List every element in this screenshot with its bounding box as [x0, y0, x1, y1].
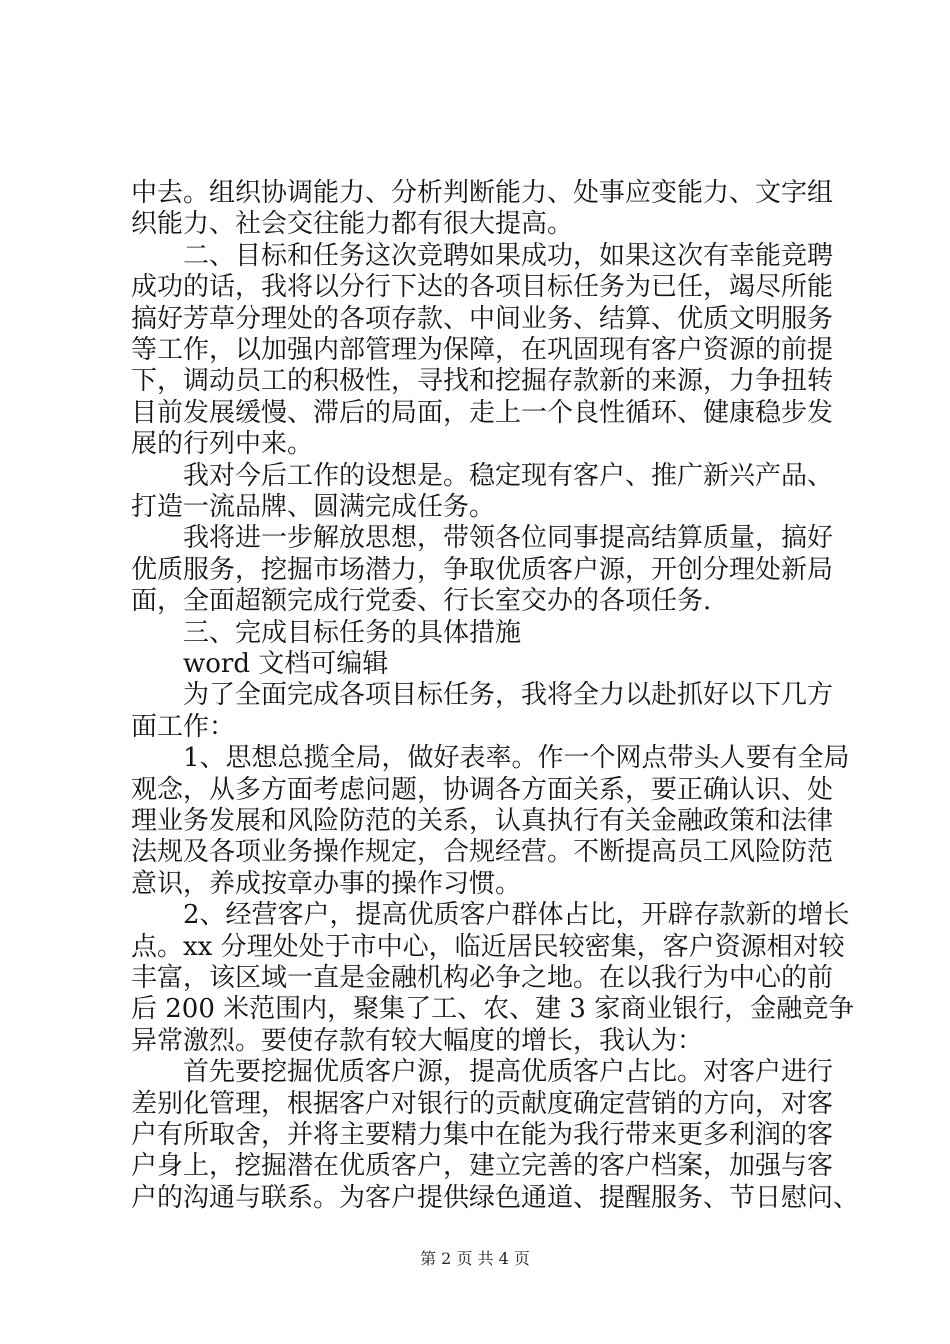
text-line: 意识，养成按章办事的操作习惯。 [131, 868, 522, 899]
text-line: 优质服务，挖掘市场潜力，争取优质客户源，开创分理处新局 [131, 554, 834, 585]
text-line: 打造一流品牌、圆满完成任务。 [131, 492, 496, 522]
text-line: 我对今后工作的设想是。稳定现有客户、推广新兴产品、 [131, 460, 834, 491]
section-heading: 三、完成目标任务的具体措施 [131, 617, 522, 648]
text-line: 观念，从多方面考虑问题，协调各方面关系，要正确认识、处 [131, 774, 834, 805]
text-line: 中去。组织协调能力、分析判断能力、处事应变能力、文字组 [131, 178, 834, 208]
text-line: 法规及各项业务操作规定，合规经营。不断提高员工风险防范 [131, 837, 834, 868]
text-line: 1、思想总揽全局，做好表率。作一个网点带头人要有全局 [131, 743, 850, 774]
text-line: 后 200 米范围内，聚集了工、农、建 3 家商业银行，金融竞争 [131, 994, 855, 1025]
text-line: 面，全面超额完成行党委、行长室交办的各项任务. [131, 586, 712, 617]
text-line: 首先要挖掘优质客户源，提高优质客户占比。对客户进行 [131, 1057, 834, 1088]
text-line: 下，调动员工的积极性，寻找和挖掘存款新的来源，力争扭转 [131, 366, 834, 397]
page-footer: 第 2 页 共 4 页 [420, 1249, 530, 1268]
text-line: 点。xx 分理处处于市中心，临近居民较密集，客户资源相对较 [131, 931, 845, 962]
text-line: 成功的话，我将以分行下达的各项目标任务为已任，竭尽所能 [131, 272, 834, 303]
text-line: 等工作，以加强内部管理为保障，在巩固现有客户资源的前提 [131, 335, 834, 365]
text-line: 2、经营客户，提高优质客户群体占比，开辟存款新的增长 [131, 900, 850, 931]
text-line: 户身上，挖掘潜在优质客户，建立完善的客户档案，加强与客 [131, 1151, 834, 1182]
text-line: 丰富，该区域一直是金融机构必争之地。在以我行为中心的前 [131, 963, 834, 993]
text-line: 户的沟通与联系。为客户提供绿色通道、提醒服务、节日慰问、 [131, 1182, 860, 1213]
text-line: 理业务发展和风险防范的关系，认真执行有关金融政策和法律 [131, 806, 834, 836]
text-line: word 文档可编辑 [131, 649, 389, 679]
text-line: 户有所取舍，并将主要精力集中在能为我行带来更多利润的客 [131, 1120, 834, 1150]
text-line: 面工作： [131, 711, 236, 742]
text-line: 搞好芳草分理处的各项存款、中间业务、结算、优质文明服务 [131, 303, 834, 334]
text-line: 为了全面完成各项目标任务，我将全力以赴抓好以下几方 [131, 680, 834, 711]
text-line: 目前发展缓慢、滞后的局面，走上一个良性循环、健康稳步发 [131, 397, 834, 428]
text-line: 织能力、社会交往能力都有很大提高。 [131, 209, 574, 240]
text-line: 我将进一步解放思想，带领各位同事提高结算质量，搞好 [131, 523, 834, 554]
text-line: 展的行列中来。 [131, 429, 314, 460]
text-line: 二、目标和任务这次竞聘如果成功，如果这次有幸能竞聘 [131, 240, 834, 271]
text-line: 差别化管理，根据客户对银行的贡献度确定营销的方向，对客 [131, 1088, 834, 1119]
text-line: 异常激烈。要使存款有较大幅度的增长，我认为： [131, 1025, 704, 1056]
